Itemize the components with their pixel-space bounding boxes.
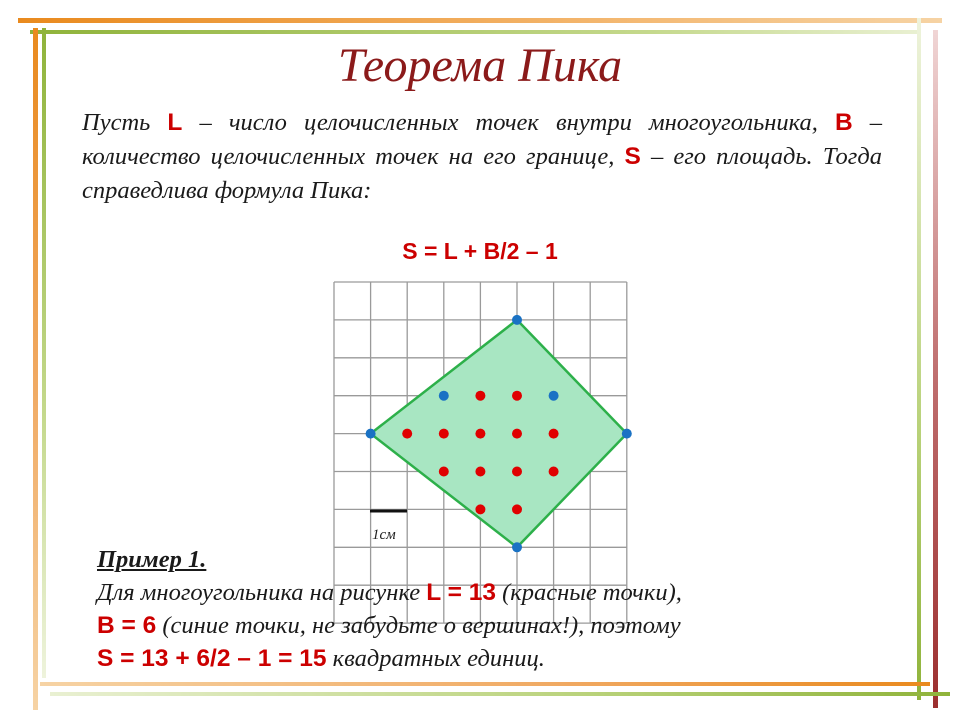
example-line-3: S = 13 + 6/2 – 1 = 15 квадратных единиц. xyxy=(97,645,545,672)
boundary-point xyxy=(512,315,522,325)
example-L-value: L = 13 xyxy=(426,579,496,606)
interior-point xyxy=(475,467,485,477)
intro-text-2: – число целочисленных точек внутри многоугольника, xyxy=(199,109,818,136)
example-heading: Пример 1. xyxy=(97,546,207,573)
boundary-point xyxy=(366,429,376,439)
interior-point xyxy=(475,504,485,514)
slide-title: Теорема Пика xyxy=(337,39,623,92)
example-line-2: B = 6 (синие точки, не забудьте о вершинах!), поэтому xyxy=(97,612,681,639)
intro-text-1: Пусть xyxy=(82,109,151,136)
interior-point xyxy=(549,429,559,439)
interior-point xyxy=(512,504,522,514)
interior-point xyxy=(439,467,449,477)
interior-point xyxy=(549,467,559,477)
interior-point xyxy=(475,429,485,439)
interior-point xyxy=(475,391,485,401)
intro-text-3: – количество целочисленных точек на его границе, xyxy=(82,109,883,170)
interior-point xyxy=(512,429,522,439)
var-B: B xyxy=(834,109,853,136)
interior-point xyxy=(439,429,449,439)
example-S-value: S = 13 + 6/2 – 1 = 15 xyxy=(97,645,327,672)
pick-formula: S = L + B/2 – 1 xyxy=(402,238,558,264)
boundary-point xyxy=(622,429,632,439)
interior-point xyxy=(402,429,412,439)
example-block xyxy=(97,543,897,675)
var-S: S xyxy=(624,143,641,170)
boundary-point xyxy=(549,391,559,401)
interior-point xyxy=(512,391,522,401)
example-line-1: Для многоугольника на рисунке L = 13 (красные точки), xyxy=(97,579,682,606)
boundary-point xyxy=(439,391,449,401)
var-L: L xyxy=(167,109,183,136)
intro-text-4: – его площадь. Тогда справедлива формула Пика: xyxy=(82,143,883,204)
example-B-value: B = 6 xyxy=(97,612,157,639)
interior-point xyxy=(512,467,522,477)
scale-label: 1см xyxy=(372,527,396,543)
